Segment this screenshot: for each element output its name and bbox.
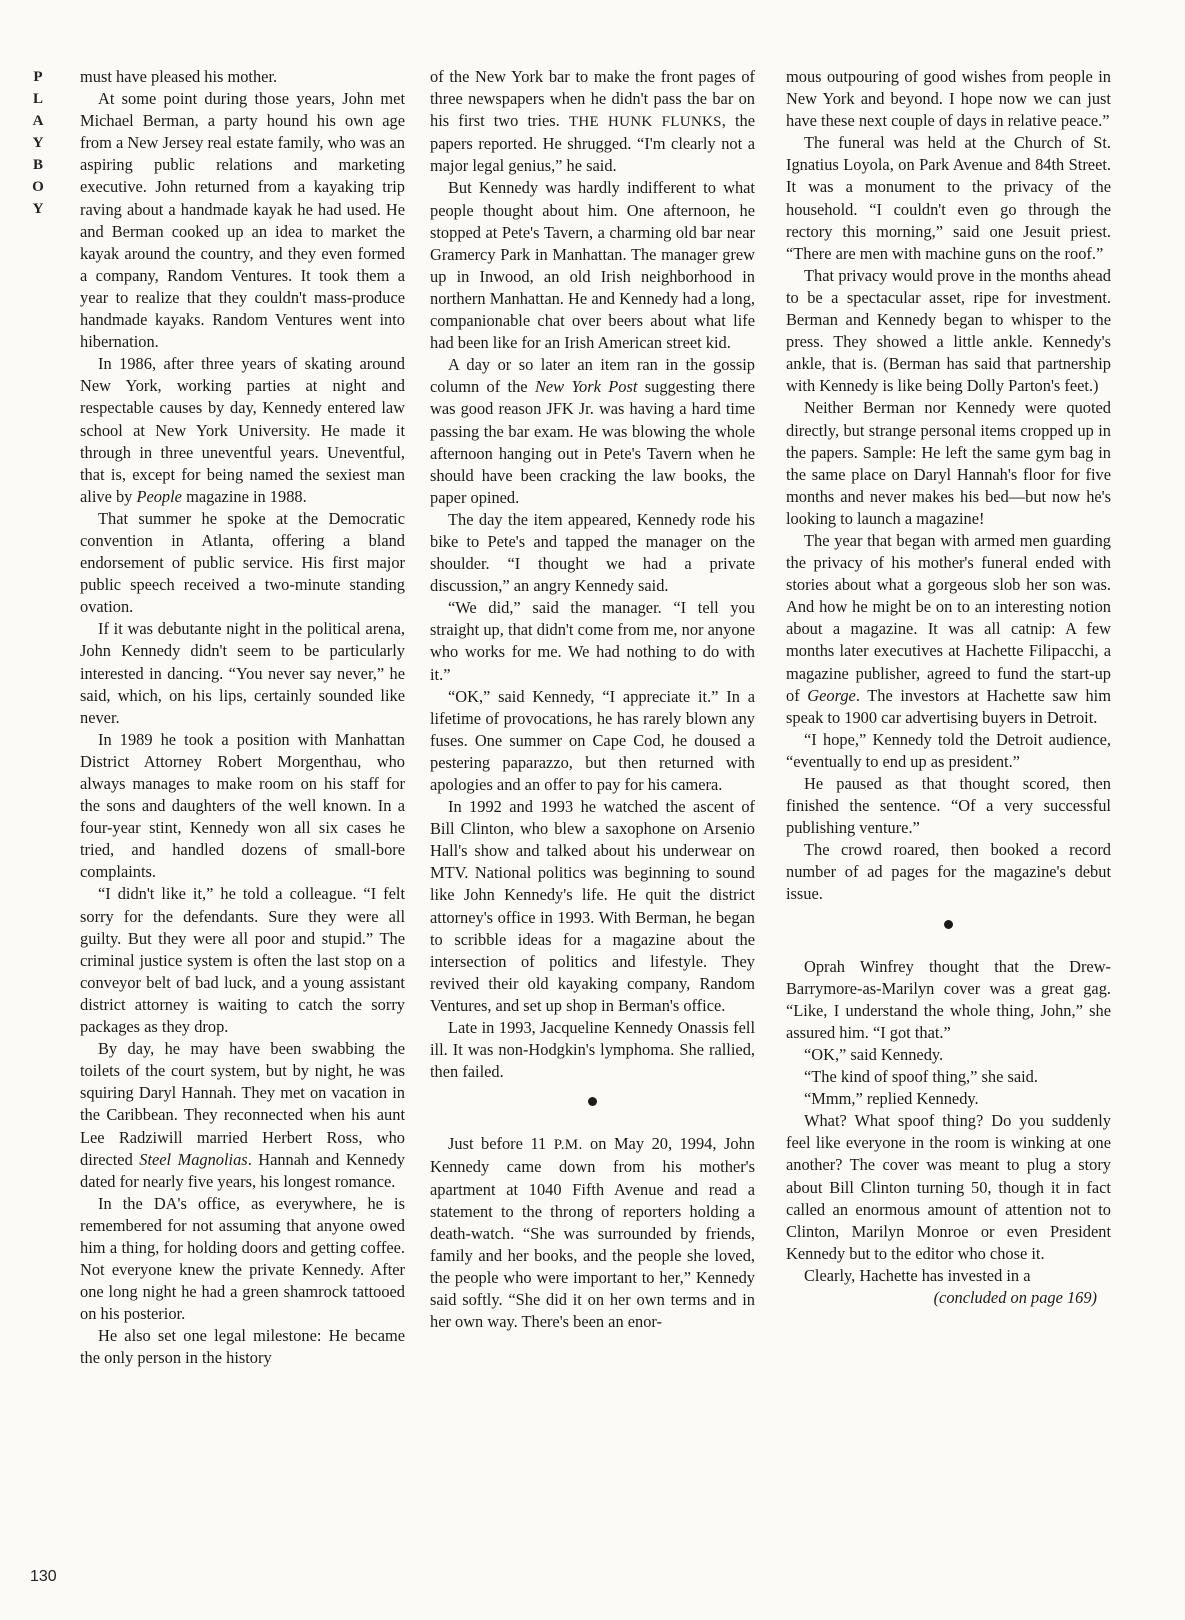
paragraph: Neither Berman nor Kennedy were quoted directly, but strange personal items cropped up in the papers. Sample: He left the same gym bag in the same place on Daryl Hannah's floor for five months and never makes his bed—but now he's looking to launch a magazine! [786, 398, 1111, 528]
paragraph: He also set one legal milestone: He became the only person in the history [80, 1326, 405, 1368]
paragraph: “We did,” said the manager. “I tell you straight up, that didn't come from me, nor anyone who works for me. We had nothing to do with it.” [430, 598, 755, 684]
magazine-title: People [136, 486, 182, 506]
paragraph: In 1989 he took a position with Manhattan District Attorney Robert Morgenthau, who always manages to make room on his staff for the sons and daughters of the well known. In a four-year stint, Kennedy won all six cases he tried, and handled dozens of small-bore complaints. [80, 729, 405, 882]
headline-quote: THE HUNK FLUNKS [568, 114, 722, 131]
paragraph: “OK,” said Kennedy. [804, 1044, 944, 1064]
article-column-3 [786, 66, 1111, 1309]
article-column-1 [80, 66, 405, 1370]
article-column-2 [430, 66, 755, 1333]
paragraph [430, 1133, 755, 1333]
paragraph: “Mmm,” replied Kennedy. [804, 1089, 979, 1109]
text-run: The year that began with armed men guarding the privacy of his mother's funeral ended with stories about what a gorgeous slob her son was. And how he might be on to an interesting notion about a magazine. It was all catnip: A few months later executives at Hachette Filipacchi, a magazine publisher, agreed to fund the start-up of [786, 530, 1111, 705]
newspaper-title: New York Post [534, 377, 638, 397]
paragraph: must have pleased his mother. [80, 67, 278, 86]
text-run: . Hannah and Kennedy dated for nearly five years, his longest romance. [80, 1149, 405, 1191]
logo-letter: O [32, 179, 44, 195]
time-marker: P.M. [553, 1137, 583, 1154]
magazine-logo [30, 66, 46, 220]
text-run: Just before 11 [448, 1134, 554, 1154]
text-run: magazine in 1988. [181, 486, 307, 506]
paragraph: “I didn't like it,” he told a colleague. “I felt sorry for the defendants. Sure they were all guilty. But they were all poor and stupid.” The criminal justice system is often the last stop on a conveyor belt of bad luck, and a young assistant district attorney is waiting to catch the sorry packages as they drop. [80, 884, 405, 1037]
logo-letter: B [32, 157, 43, 173]
paragraph: He paused as that thought scored, then finished the sentence. “Of a very successful publishing venture.” [786, 774, 1111, 838]
paragraph: What? What spoof thing? Do you suddenly feel like everyone in the room is winking at one another? The cover was meant to plug a story about Bill Clinton turning 50, though it in fact called an enormous amount of attention not to Clinton, Marilyn Monroe or even President Kennedy but to the editor who chose it. [786, 1111, 1111, 1263]
page-number: 130 [30, 1568, 57, 1585]
paragraph: Clearly, Hachette has invested in a [804, 1265, 1031, 1285]
paragraph: The day the item appeared, Kennedy rode his bike to Pete's and tapped the manager on the shoulder. “I thought we had a private discussion,” an angry Kennedy said. [430, 509, 755, 596]
text-run: By day, he may have been swabbing the toilets of the court system, but by night, he was squiring Daryl Hannah. They met on vacation in the Caribbean. They reconnected when his aunt Lee Radziwill married Herbert Ross, who directed [80, 1039, 405, 1169]
paragraph: If it was debutante night in the political arena, John Kennedy didn't seem to be particularly interested in dancing. “You never say never,” he said, which, on his lips, certainly sounded like never. [80, 619, 405, 727]
paragraph: The crowd roared, then booked a record number of ad pages for the magazine's debut issue. [786, 840, 1111, 904]
paragraph: “I hope,” Kennedy told the Detroit audience, “eventually to end up as president.” [786, 729, 1111, 771]
paragraph [80, 1038, 405, 1193]
paragraph [80, 353, 405, 508]
paragraph [430, 66, 755, 177]
paragraph: In 1992 and 1993 he watched the ascent of Bill Clinton, who blew a saxophone on Arsenio Hall's show and talked about his underwear on MTV. National politics was beginning to sound like John Kennedy's life. He quit the district attorney's office in 1993. With Berman, he began to scribble ideas for a magazine about the intersection of politics and lifestyle. They revived their old kayaking company, Random Ventures, and set up shop in Berman's office. [430, 797, 755, 1015]
logo-letter: L [32, 91, 43, 107]
paragraph: At some point during those years, John met Michael Berman, a party hound his own age from a New Jersey real estate family, who was an aspiring public relations and marketing executive. John returned from a kayaking trip raving about a handmade kayak he had used. He and Berman cooked up an idea to market the kayak around the country, and they even formed a company, Random Ventures. It took them a year to realize that they couldn't mass-produce handmade kayaks. Random Ventures went into hibernation. [80, 89, 405, 352]
paragraph: In the DA's office, as everywhere, he is remembered for not assuming that anyone owed him a thing, for holding doors and getting coffee. Not everyone knew the private Kennedy. After one long night he had a green shamrock tattooed on his posterior. [80, 1193, 405, 1324]
paragraph: “OK,” said Kennedy, “I appreciate it.” In a lifetime of provocations, he has rarely blown any fuses. One summer on Cape Cod, he doused a pestering paparazzo, but then returned with apologies and an offer to pay for his camera. [430, 686, 755, 794]
text-run: , the papers reported. He shrugged. “I'm clearly not a major legal genius,” he said. [430, 111, 755, 176]
section-break-bullet [786, 914, 1111, 936]
logo-letter: A [32, 113, 44, 129]
paragraph: Late in 1993, Jacqueline Kennedy Onassis fell ill. It was non-Hodgkin's lymphoma. She rallied, then failed. [430, 1018, 755, 1082]
paragraph: That privacy would prove in the months ahead to be a spectacular asset, ripe for investment. Berman and Kennedy began to whisper to the press. They showed a little ankle. Kennedy's ankle, that is. (Berman has said that partnership with Kennedy is like being Dolly Parton's feet.) [786, 265, 1111, 396]
paragraph [430, 354, 755, 509]
text-run: of the New York bar to make the front pages of three newspapers when he didn't pass the bar on his first two tries. [430, 67, 755, 131]
logo-letter: Y [32, 135, 44, 151]
continuation-note: (concluded on page 169) [933, 1287, 1097, 1307]
film-title: Steel Magnolias [139, 1149, 248, 1169]
paragraph: mous outpouring of good wishes from people in New York and beyond. I hope now we can just have these next couple of days in relative peace.” [786, 67, 1111, 131]
paragraph: But Kennedy was hardly indifferent to what people thought about him. One afternoon, he stopped at Pete's Tavern, a charming old bar near Gramercy Park in Manhattan. The manager grew up in Inwood, an old Irish neighborhood in northern Manhattan. He and Kennedy had a long, companionable chat over beers about what life had been like for an Irish American street kid. [430, 178, 755, 353]
paragraph: “The kind of spoof thing,” she said. [804, 1067, 1038, 1087]
paragraph: Oprah Winfrey thought that the Drew-Barrymore-as-Marilyn cover was a great gag. “Like, I understand the whole thing, John,” she assured him. “I got that.” [786, 956, 1111, 1042]
paragraph: That summer he spoke at the Democratic convention in Atlanta, offering a bland endorsement of public service. His first major public speech received a two-minute standing ovation. [80, 508, 405, 617]
text-run: . The investors at Hachette saw him speak to 1900 car advertising buyers in Detroit. [786, 685, 1111, 727]
paragraph: The funeral was held at the Church of St. Ignatius Loyola, on Park Avenue and 84th Street. It was a monument to the privacy of the household. “I couldn't even go through the rectory this morning,” said one Jesuit priest. “There are men with machine guns on the roof.” [786, 133, 1111, 263]
logo-letter: P [33, 69, 43, 85]
section-break-bullet [430, 1091, 755, 1113]
text-run: A day or so later an item ran in the gossip column of the [430, 355, 755, 397]
text-run: suggesting there was good reason JFK Jr. was having a hard time passing the bar exam. He was blowing the whole afternoon hanging out in Pete's Tavern when he should have been cracking the law books, the paper opined. [430, 377, 756, 507]
text-run: In 1986, after three years of skating around New York, working parties at night and respectable causes by day, Kennedy entered law school at New York University. He made it through in three uneventful years. Uneventful, that is, except for being named the sexiest man alive by [80, 354, 405, 506]
logo-letter: Y [32, 201, 44, 217]
text-run: on May 20, 1994, John Kennedy came down from his mother's apartment at 1040 Fifth Avenue and read a statement to the throng of reporters holding a death-watch. “She was surrounded by friends, family and her books, and the people she loved, the people who were important to her,” Kennedy said softly. “She did it on her own terms and in her own way. There's been an enor- [430, 1134, 755, 1332]
magazine-title: George [807, 685, 856, 705]
paragraph [786, 530, 1111, 729]
